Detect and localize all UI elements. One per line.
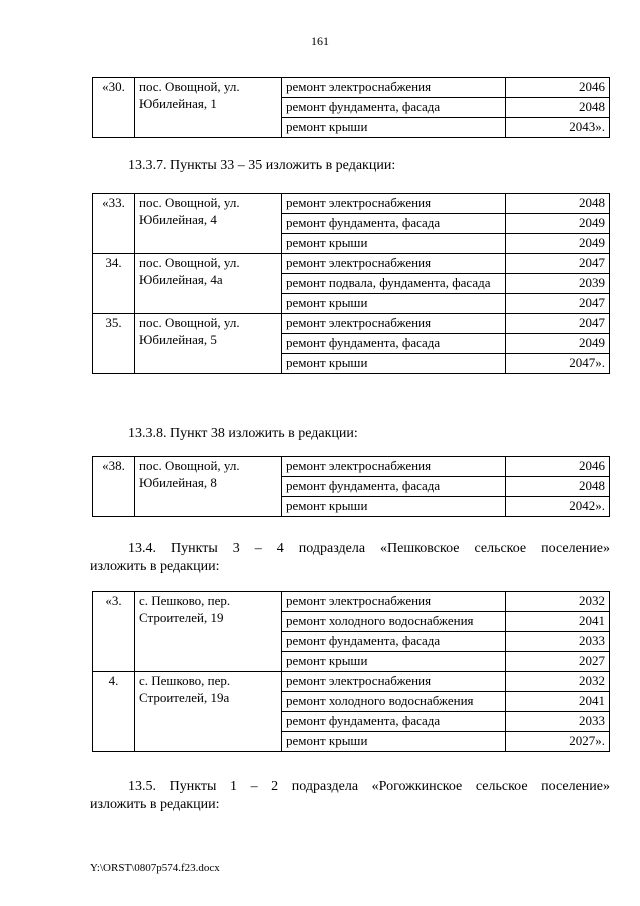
- work-type-cell: ремонт электроснабжения: [282, 254, 506, 274]
- item-number: «3.: [93, 592, 135, 672]
- work-type-cell: ремонт холодного водоснабжения: [282, 692, 506, 712]
- year-cell: 2049: [506, 214, 610, 234]
- year-cell: 2041: [506, 612, 610, 632]
- paragraph-13-5-line1: 13.5. Пункты 1 – 2 подраздела «Рогожкинское сельское поселение»: [128, 779, 610, 794]
- paragraph-13-4: [90, 540, 610, 576]
- paragraph-13-4-line2: изложить в редакции:: [90, 559, 220, 574]
- year-cell: 2049: [506, 234, 610, 254]
- table-item-30: [92, 77, 610, 138]
- year-cell: 2042».: [506, 497, 610, 517]
- table-row: [93, 78, 610, 98]
- year-cell: 2049: [506, 334, 610, 354]
- table-row: [93, 457, 610, 477]
- year-cell: 2032: [506, 592, 610, 612]
- work-type-cell: ремонт электроснабжения: [282, 314, 506, 334]
- table-row: [93, 254, 610, 274]
- year-cell: 2048: [506, 194, 610, 214]
- work-type-cell: ремонт электроснабжения: [282, 194, 506, 214]
- year-cell: 2027».: [506, 732, 610, 752]
- address-cell: пос. Овощной, ул. Юбилейная, 8: [135, 457, 282, 517]
- item-number: «30.: [93, 78, 135, 138]
- address-cell: пос. Овощной, ул. Юбилейная, 5: [135, 314, 282, 374]
- year-cell: 2039: [506, 274, 610, 294]
- item-number: 4.: [93, 672, 135, 752]
- paragraph-13-5: [90, 778, 610, 814]
- work-type-cell: ремонт фундамента, фасада: [282, 632, 506, 652]
- item-number: «38.: [93, 457, 135, 517]
- table-item-38: [92, 456, 610, 517]
- address-cell: с. Пешково, пер. Строителей, 19: [135, 592, 282, 672]
- work-type-cell: ремонт крыши: [282, 732, 506, 752]
- paragraph-13-4-line1: 13.4. Пункты 3 – 4 подраздела «Пешковское сельское поселение»: [128, 541, 610, 556]
- year-cell: 2027: [506, 652, 610, 672]
- year-cell: 2046: [506, 78, 610, 98]
- paragraph-13-5-line2: изложить в редакции:: [90, 797, 220, 812]
- address-cell: пос. Овощной, ул. Юбилейная, 4а: [135, 254, 282, 314]
- work-type-cell: ремонт электроснабжения: [282, 592, 506, 612]
- work-type-cell: ремонт электроснабжения: [282, 457, 506, 477]
- work-type-cell: ремонт крыши: [282, 118, 506, 138]
- table-row: [93, 672, 610, 692]
- year-cell: 2047: [506, 314, 610, 334]
- page-number: 161: [311, 34, 329, 48]
- table-items-3-4: [92, 591, 610, 752]
- work-type-cell: ремонт электроснабжения: [282, 672, 506, 692]
- year-cell: 2041: [506, 692, 610, 712]
- work-type-cell: ремонт фундамента, фасада: [282, 712, 506, 732]
- work-type-cell: ремонт крыши: [282, 234, 506, 254]
- work-type-cell: ремонт электроснабжения: [282, 78, 506, 98]
- table-row: [93, 194, 610, 214]
- work-type-cell: ремонт фундамента, фасада: [282, 477, 506, 497]
- year-cell: 2043».: [506, 118, 610, 138]
- paragraph-13-3-7: 13.3.7. Пункты 33 – 35 изложить в редакции:: [128, 158, 396, 173]
- work-type-cell: ремонт фундамента, фасада: [282, 214, 506, 234]
- year-cell: 2033: [506, 632, 610, 652]
- year-cell: 2033: [506, 712, 610, 732]
- work-type-cell: ремонт фундамента, фасада: [282, 334, 506, 354]
- work-type-cell: ремонт крыши: [282, 652, 506, 672]
- year-cell: 2048: [506, 477, 610, 497]
- paragraph-13-3-8: 13.3.8. Пункт 38 изложить в редакции:: [128, 426, 358, 441]
- work-type-cell: ремонт крыши: [282, 354, 506, 374]
- year-cell: 2047: [506, 254, 610, 274]
- item-number: 35.: [93, 314, 135, 374]
- address-cell: пос. Овощной, ул. Юбилейная, 4: [135, 194, 282, 254]
- table-row: [93, 592, 610, 612]
- work-type-cell: ремонт холодного водоснабжения: [282, 612, 506, 632]
- year-cell: 2048: [506, 98, 610, 118]
- footer-file-path: Y:\ORST\0807p574.f23.docx: [90, 862, 220, 874]
- item-number: 34.: [93, 254, 135, 314]
- year-cell: 2047».: [506, 354, 610, 374]
- address-cell: пос. Овощной, ул. Юбилейная, 1: [135, 78, 282, 138]
- work-type-cell: ремонт фундамента, фасада: [282, 98, 506, 118]
- year-cell: 2047: [506, 294, 610, 314]
- table-row: [93, 314, 610, 334]
- item-number: «33.: [93, 194, 135, 254]
- year-cell: 2046: [506, 457, 610, 477]
- address-cell: с. Пешково, пер. Строителей, 19а: [135, 672, 282, 752]
- table-items-33-35: [92, 193, 610, 374]
- work-type-cell: ремонт подвала, фундамента, фасада: [282, 274, 506, 294]
- year-cell: 2032: [506, 672, 610, 692]
- work-type-cell: ремонт крыши: [282, 294, 506, 314]
- work-type-cell: ремонт крыши: [282, 497, 506, 517]
